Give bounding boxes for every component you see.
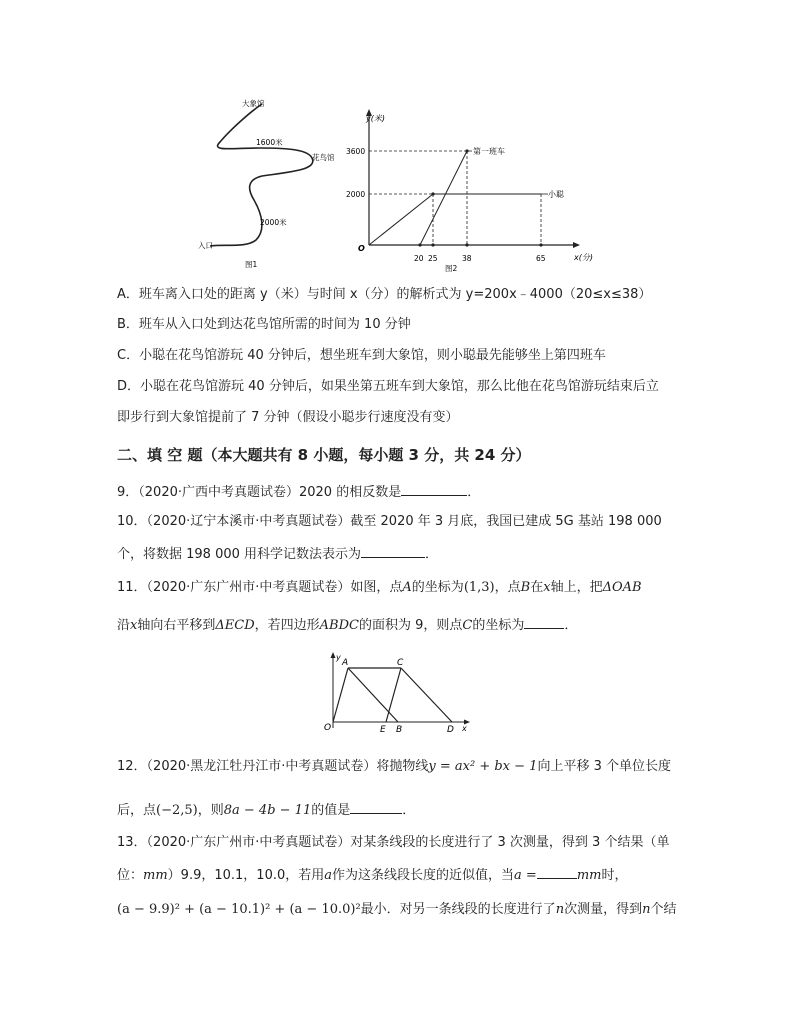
q11-text-j: 的坐标为: [472, 618, 525, 633]
point-65: [539, 243, 542, 246]
point-bus-start: [418, 243, 421, 246]
q11-text-d: 在: [530, 580, 544, 595]
fig3-label-y: y: [336, 653, 341, 662]
q13-text-a: 位：: [117, 868, 144, 883]
point-25: [431, 243, 434, 246]
q11-var-x: x: [543, 580, 551, 595]
q11-text-b: 的坐标为: [411, 580, 464, 595]
label-1600m: 1600米: [256, 138, 283, 147]
q12-answer-blank[interactable]: [350, 799, 402, 814]
fig3-label-x: x: [462, 724, 467, 733]
point-38: [465, 243, 468, 246]
label-2000m: 2000米: [260, 218, 287, 227]
q9-text: 9．（2020·广西中考真题试卷）2020 的相反数是: [117, 485, 402, 500]
q13-unit2: mm: [576, 868, 602, 883]
q11-triangle-ecd: ΔECD: [215, 618, 255, 633]
fig3-y-arrow: [331, 652, 336, 658]
question-13-line1: 13．（2020·广东广州市·中考真题试卷）对某条线段的长度进行了 3 次测量，得到 3 个结果（单: [117, 835, 670, 850]
q10-answer-blank[interactable]: [361, 543, 425, 558]
q13-text-d: 时，: [601, 868, 628, 883]
q10-text: 个，将数据 198 000 用科学记数法表示为: [117, 547, 362, 562]
option-a: A．班车离入口处的距离 y（米）与时间 x（分）的解析式为 y=200x﹣4000（20≤x≤38）: [117, 287, 652, 302]
q11-triangle-oab: ΔOAB: [602, 580, 642, 595]
fig3-label-b: B: [396, 725, 403, 735]
q12-text-e: 的值是: [311, 803, 351, 818]
q12-text-c: 后，点: [117, 803, 157, 818]
question-13-line2: [117, 864, 627, 886]
figure-3-geometry: [316, 650, 476, 738]
q11-answer-blank[interactable]: [524, 614, 564, 629]
label-bus: 第一班车: [473, 147, 505, 156]
q13-formula: (a − 9.9)² + (a − 10.1)² + (a − 10.0)²: [117, 902, 361, 917]
q13-var-n1: n: [555, 902, 565, 917]
y-axis-label: y(米): [366, 114, 385, 123]
fig3-label-c: C: [397, 658, 404, 668]
x-tick-25: 25: [428, 254, 438, 263]
x-axis-arrow: [573, 242, 580, 248]
label-museum: 大象馆: [242, 99, 265, 108]
q12-expression: 8a − 4b − 11: [223, 803, 312, 818]
y-tick-2000: 2000: [346, 190, 366, 199]
q10-end: ．: [425, 547, 439, 562]
label-person: 小聪: [548, 190, 564, 199]
figure-1-map: [190, 90, 340, 275]
label-bird-hall: 花鸟馆: [312, 153, 335, 162]
q11-text-a: 11．（2020·广东广州市·中考真题试卷）如图，点: [117, 580, 403, 595]
q11-coord-a: (1,3): [463, 580, 495, 595]
q13-var-a: a: [324, 868, 333, 883]
fig3-label-a: A: [342, 658, 349, 668]
q13-text-e: 最小．对另一条线段的长度进行了: [360, 902, 556, 917]
figure-2-graph: [336, 105, 606, 277]
q11-text-h: ，若四边形: [254, 618, 320, 633]
q13-text-c: 作为这条线段长度的近似值，当: [332, 868, 515, 883]
q13-answer-blank[interactable]: [537, 864, 577, 879]
q12-end: ．: [402, 803, 416, 818]
q12-text-a: 12．（2020·黑龙江牡丹江市·中考真题试卷）将抛物线: [117, 759, 429, 774]
caption-fig2: 图2: [445, 264, 458, 273]
q13-text-f: 次测量，得到: [564, 902, 643, 917]
fig3-seg-cd: [401, 668, 452, 722]
question-12-line1: [117, 757, 671, 777]
q9-end: ．: [467, 485, 481, 500]
q11-end: ．: [564, 618, 578, 633]
option-c: C．小聪在花鸟馆游玩 40 分钟后，想坐班车到大象馆，则小聪最先能够坐上第四班车: [117, 348, 606, 363]
section-title: 二、填 空 题（本大题共有 8 小题，每小题 3 分，共 24 分）: [117, 446, 531, 464]
label-entrance: 入口: [198, 241, 213, 250]
question-11-line2: [117, 614, 577, 636]
q11-quad: ABDC: [319, 618, 359, 633]
q13-text-g: 个结: [650, 902, 677, 917]
question-12-line2: [117, 799, 415, 821]
fig3-label-o: O: [324, 723, 332, 733]
question-13-line3: [117, 900, 676, 920]
question-9: [117, 481, 480, 503]
q13-var-n2: n: [642, 902, 651, 917]
bus-line: [420, 151, 467, 245]
q12-parabola: y = ax² + bx − 1: [428, 759, 538, 774]
fig3-seg-ab: [348, 668, 398, 722]
q9-answer-blank[interactable]: [401, 481, 467, 496]
q11-text-f: 沿: [117, 618, 131, 633]
option-d-line1: D．小聪在花鸟馆游玩 40 分钟后，如果坐第五班车到大象馆，那么比他在花鸟馆游玩结束后立: [117, 379, 659, 394]
q11-var-x2: x: [130, 618, 138, 633]
question-11-line1: [117, 578, 642, 598]
question-10-line1: 10．（2020·辽宁本溪市·中考真题试卷）截至 2020 年 3 月底，我国已建成 5G 基站 198 000: [117, 514, 662, 529]
q11-point-a: A: [402, 580, 412, 595]
fig3-seg-oa: [333, 668, 348, 722]
x-tick-65: 65: [536, 254, 546, 263]
x-tick-38: 38: [462, 254, 472, 263]
q13-text-b: ）9.9，10.1，10.0，若用: [167, 868, 325, 883]
origin-label: O: [358, 244, 365, 253]
q12-text-d: ，则: [197, 803, 224, 818]
q13-a-equals: a =: [514, 868, 537, 883]
q11-text-c: ，点: [494, 580, 521, 595]
x-tick-20: 20: [414, 254, 424, 263]
q13-unit: mm: [143, 868, 168, 883]
caption-fig1: 图1: [245, 260, 258, 269]
q11-point-b: B: [520, 580, 531, 595]
y-tick-3600: 3600: [346, 147, 366, 156]
q11-point-c: C: [462, 618, 473, 633]
fig3-seg-ec: [386, 668, 401, 722]
question-10-line2: [117, 543, 438, 565]
point-bus-end: [465, 149, 468, 152]
q12-point: (−2,5): [156, 803, 198, 818]
option-d-line2: 即步行到大象馆提前了 7 分钟（假设小聪步行速度没有变）: [117, 410, 459, 425]
q12-text-b: 向上平移 3 个单位长度: [537, 759, 671, 774]
x-axis-label: x(分): [574, 253, 593, 262]
option-b: B．班车从入口处到达花鸟馆所需的时间为 10 分钟: [117, 317, 411, 332]
q11-text-i: 的面积为 9，则点: [358, 618, 463, 633]
q11-text-e: 轴上，把: [550, 580, 603, 595]
point-person-arrive: [431, 192, 434, 195]
q11-text-g: 轴向右平移到: [137, 618, 216, 633]
fig3-label-e: E: [380, 725, 386, 735]
fig3-label-d: D: [447, 725, 454, 735]
